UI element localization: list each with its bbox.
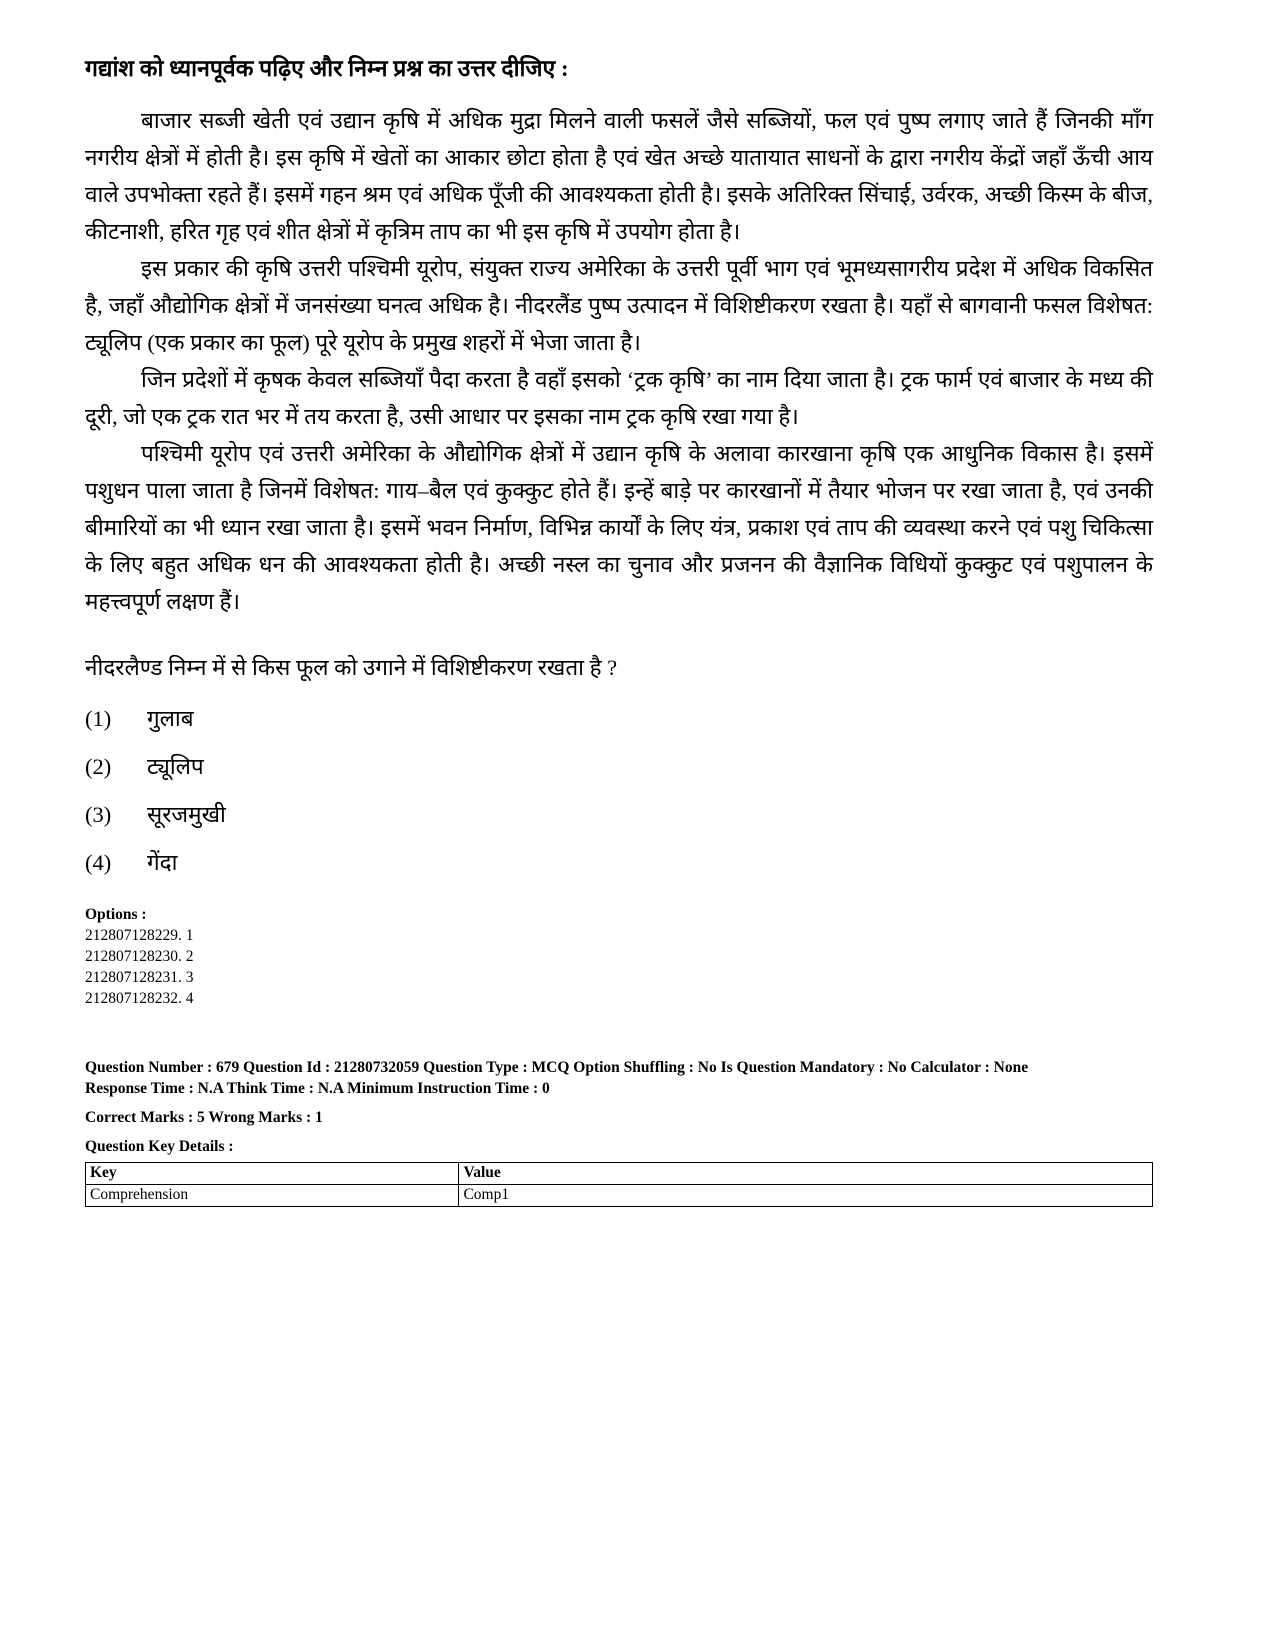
passage-paragraph-3: जिन प्रदेशों में कृषक केवल सब्जियाँ पैदा करता है वहाँ इसको ‘ट्रक कृषि’ का नाम दिया जाता है। ट्रक फार्म एवं बाजार के मध्य की दूरी, जो एक ट्रक रात भर में तय करता है, उसी आधार पर इसका नाम ट्रक कृषि रखा गया है। — [85, 367, 1153, 429]
metadata-marks: Correct Marks : 5 Wrong Marks : 1 — [85, 1109, 323, 1126]
option-id-2: 212807128230. 2 — [85, 948, 194, 965]
option-id-4: 212807128232. 4 — [85, 990, 194, 1007]
table-row — [86, 1185, 1153, 1207]
question-text: नीदरलैण्ड निम्न में से किस फूल को उगाने में विशिष्टीकरण रखता है ? — [85, 655, 618, 680]
metadata-line-1: Question Number : 679 Question Id : 21280732059 Question Type : MCQ Option Shuffling : No Is Question Mandatory : No Calculator : None — [85, 1059, 1029, 1076]
passage-heading: गद्यांश को ध्यानपूर्वक पढ़िए और निम्न प्रश्न का उत्तर दीजिए : — [85, 56, 569, 81]
options-list — [85, 704, 1153, 878]
option-number: (2) — [85, 754, 112, 779]
table-header-value: Value — [459, 1163, 1153, 1185]
options-ids-block — [85, 904, 1153, 1009]
passage-paragraph-4: पश्चिमी यूरोप एवं उत्तरी अमेरिका के औद्योगिक क्षेत्रों में उद्यान कृषि के अलावा कारखाना कृषि एक आधुनिक विकास है। इसमें पशुधन पाला जाता है जिनमें विशेषत: गाय–बैल एवं कुक्कुट होते हैं। इन्हें बाड़े पर कारखानों में तैयार भोजन पर रखा जाता है, एवं उनकी बीमारियों का भी ध्यान रखा जाता है। इसमें भवन निर्माण, विभिन्न कार्यों के लिए यंत्र, प्रकाश एवं ताप की व्यवस्था करने एवं पशु चिकित्सा के लिए बहुत अधिक धन की आवश्यकता होती है। अच्छी नस्ल का चुनाव और प्रजनन की वैज्ञानिक विधियों कुक्कुट एवं पशुपालन के महत्त्वपूर्ण लक्षण हैं। — [85, 441, 1153, 614]
metadata-line-2: Response Time : N.A Think Time : N.A Minimum Instruction Time : 0 — [85, 1080, 550, 1097]
passage-paragraph-2: इस प्रकार की कृषि उत्तरी पश्चिमी यूरोप, संयुक्त राज्य अमेरिका के उत्तरी पूर्वी भाग एवं भूमध्यसागरीय प्रदेश में अधिक विकसित है, जहाँ औद्योगिक क्षेत्रों में जनसंख्या घनत्व अधिक है। नीदरलैंड पुष्प उत्पादन में विशिष्टीकरण रखता है। यहाँ से बागवानी फसल विशेषत: ट्यूलिप (एक प्रकार का फूल) पूरे यूरोप के प्रमुख शहरों में भेजा जाता है। — [85, 256, 1153, 355]
table-header-row — [86, 1163, 1153, 1185]
table-cell-key: Comprehension — [86, 1185, 459, 1207]
option-number: (4) — [85, 850, 112, 875]
option-label: गुलाब — [147, 706, 194, 731]
option-label: सूरजमुखी — [147, 802, 226, 827]
question-key-table — [85, 1162, 1153, 1207]
table-header-key: Key — [86, 1163, 459, 1185]
question-metadata-block — [85, 1057, 1153, 1207]
option-id-3: 212807128231. 3 — [85, 969, 194, 986]
passage-paragraph-1: बाजार सब्जी खेती एवं उद्यान कृषि में अधिक मुद्रा मिलने वाली फसलें जैसे सब्जियों, फल एवं पुष्प लगाए जाते हैं जिनकी माँग नगरीय क्षेत्रों में होती है। इस कृषि में खेतों का आकार छोटा होता है एवं खेत अच्छे यातायात साधनों के द्वारा नगरीय केंद्रों जहाँ ऊँची आय वाले उपभोक्ता रहते हैं। इसमें गहन श्रम एवं अधिक पूँजी की आवश्यकता होती है। इसके अतिरिक्त सिंचाई, उर्वरक, अच्छी किस्म के बीज, कीटनाशी, हरित गृह एवं शीत क्षेत्रों में कृत्रिम ताप का भी इस कृषि में उपयोग होता है। — [85, 108, 1153, 244]
option-number: (1) — [85, 706, 112, 731]
options-ids-heading: Options : — [85, 906, 147, 923]
option-number: (3) — [85, 802, 112, 827]
option-row-3 — [85, 800, 1153, 830]
option-id-1: 212807128229. 1 — [85, 927, 194, 944]
option-label: ट्यूलिप — [147, 754, 204, 779]
metadata-key-details-label: Question Key Details : — [85, 1138, 234, 1155]
option-row-4 — [85, 848, 1153, 878]
option-row-2 — [85, 752, 1153, 782]
table-cell-value: Comp1 — [459, 1185, 1153, 1207]
option-label: गेंदा — [147, 850, 178, 875]
option-row-1 — [85, 704, 1153, 734]
